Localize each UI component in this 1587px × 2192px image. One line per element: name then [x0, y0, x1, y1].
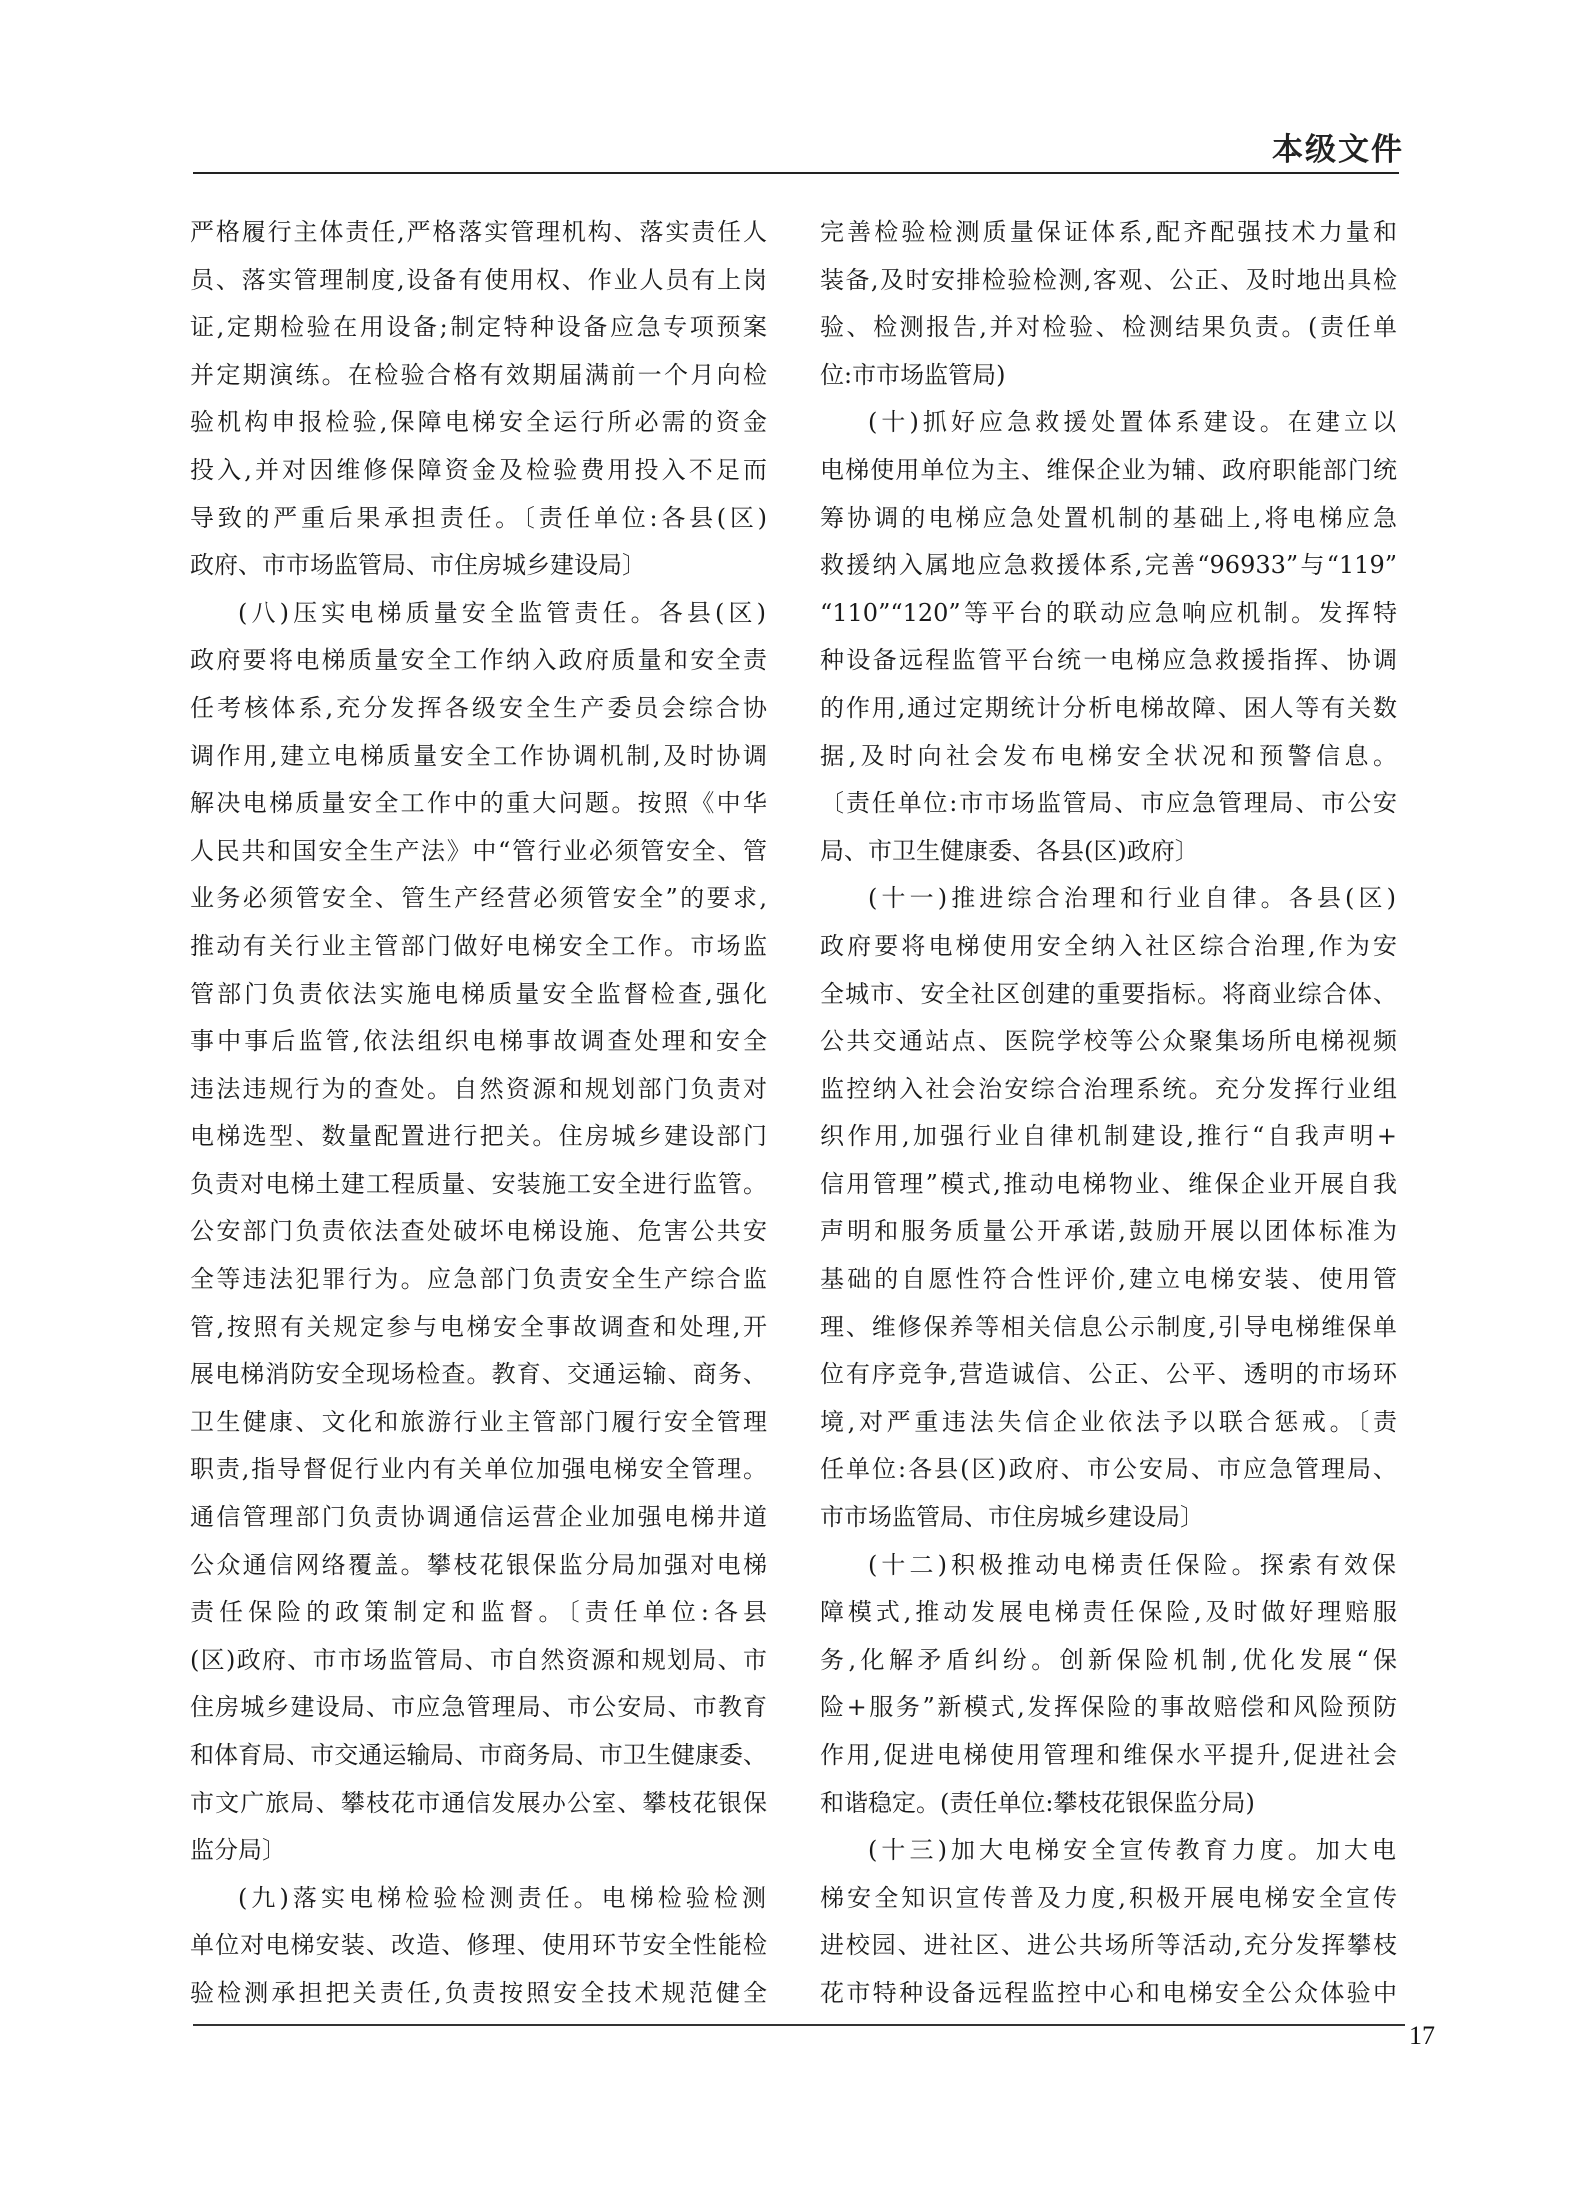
text-line: 单位对电梯安装、改造、修理、使用环节安全性能检	[190, 1931, 767, 1960]
text-line: 调作用,建立电梯质量安全工作协调机制,及时协调	[190, 741, 767, 770]
text-line: 救援纳入属地应急救援体系,完善“96933”与“119”	[820, 551, 1397, 580]
text-line: 卫生健康、文化和旅游行业主管部门履行安全管理	[190, 1407, 767, 1436]
section-heading-line: (十)抓好应急救援处置体系建设。在建立以	[868, 408, 1397, 437]
text-line: 责任保险的政策制定和监督。〔责任单位:各县	[190, 1598, 767, 1627]
section-heading-line: (十二)积极推动电梯责任保险。探索有效保	[868, 1550, 1397, 1579]
text-line: 人民共和国安全生产法》中“管行业必须管安全、管	[190, 836, 767, 865]
header-rule	[193, 172, 1399, 174]
text-line: 业务必须管安全、管生产经营必须管安全”的要求,	[190, 884, 767, 913]
text-line: 声明和服务质量公开承诺,鼓励开展以团体标准为	[820, 1217, 1397, 1246]
text-line: 并定期演练。在检验合格有效期届满前一个月向检	[190, 360, 767, 389]
text-line: 政府、市市场监管局、市住房城乡建设局〕	[190, 551, 646, 580]
text-line: 政府要将电梯使用安全纳入社区综合治理,作为安	[820, 931, 1397, 960]
text-line: 完善检验检测质量保证体系,配齐配强技术力量和	[820, 218, 1397, 246]
text-line: 梯安全知识宣传普及力度,积极开展电梯安全宣传	[820, 1883, 1397, 1912]
text-column-left	[190, 209, 767, 2018]
text-line: 筹协调的电梯应急处置机制的基础上,将电梯应急	[820, 503, 1397, 532]
text-line: 作用,促进电梯使用管理和维保水平提升,促进社会	[820, 1741, 1397, 1769]
text-line: 理、维修保养等相关信息公示制度,引导电梯维保单	[820, 1312, 1397, 1341]
text-line: 验、检测报告,并对检验、检测结果负责。(责任单	[820, 313, 1397, 342]
text-line: 公众通信网络覆盖。攀枝花银保监分局加强对电梯	[190, 1550, 767, 1579]
text-line: 职责,指导督促行业内有关单位加强电梯安全管理。	[190, 1455, 767, 1484]
text-line: 管部门负责依法实施电梯质量安全监督检查,强化	[190, 979, 767, 1008]
text-line: 监分局〕	[190, 1836, 286, 1865]
text-line: 负责对电梯土建工程质量、安装施工安全进行监管。	[190, 1169, 767, 1198]
text-line: 严格履行主体责任,严格落实管理机构、落实责任人	[190, 218, 767, 246]
text-line: (区)政府、市市场监管局、市自然资源和规划局、市	[190, 1645, 767, 1674]
text-line: 通信管理部门负责协调通信运营企业加强电梯井道	[190, 1503, 767, 1532]
text-line: 全等违法犯罪行为。应急部门负责安全生产综合监	[190, 1265, 767, 1294]
section-heading-line: (十一)推进综合治理和行业自律。各县(区)	[868, 884, 1397, 913]
text-line: “110”“120”等平台的联动应急响应机制。发挥特	[820, 598, 1397, 627]
text-line: 全城市、安全社区创建的重要指标。将商业综合体、	[820, 979, 1397, 1008]
text-line: 市市场监管局、市住房城乡建设局〕	[820, 1503, 1204, 1532]
page-number: 17	[1409, 2021, 1435, 2050]
text-line: 违法违规行为的查处。自然资源和规划部门负责对	[190, 1074, 767, 1103]
text-line: 公安部门负责依法查处破坏电梯设施、危害公共安	[190, 1217, 767, 1246]
text-line: 花市特种设备远程监控中心和电梯安全公众体验中	[820, 1978, 1397, 2007]
text-line: 事中事后监管,依法组织电梯事故调查处理和安全	[190, 1027, 767, 1056]
section-heading-line: (十三)加大电梯安全宣传教育力度。加大电	[868, 1836, 1397, 1865]
text-line: 和谐稳定。(责任单位:攀枝花银保监分局)	[820, 1788, 1255, 1817]
text-line: 管,按照有关规定参与电梯安全事故调查和处理,开	[190, 1312, 767, 1341]
text-line: 装备,及时安排检验检测,客观、公正、及时地出具检	[820, 265, 1397, 294]
text-line: 导致的严重后果承担责任。〔责任单位:各县(区)	[190, 503, 767, 532]
section-header-title: 本级文件	[1272, 132, 1404, 168]
section-heading-line: (九)落实电梯检验检测责任。电梯检验检测	[238, 1883, 767, 1912]
text-line: 的作用,通过定期统计分析电梯故障、困人等有关数	[820, 693, 1397, 722]
section-heading-line: (八)压实电梯质量安全监管责任。各县(区)	[238, 598, 767, 627]
text-line: 据,及时向社会发布电梯安全状况和预警信息。	[820, 741, 1397, 770]
text-line: 证,定期检验在用设备;制定特种设备应急专项预案	[190, 313, 767, 342]
text-line: 投入,并对因维修保障资金及检验费用投入不足而	[190, 455, 767, 484]
text-line: 和体育局、市交通运输局、市商务局、市卫生健康委、	[190, 1741, 767, 1769]
text-line: 任考核体系,充分发挥各级安全生产委员会综合协	[190, 693, 767, 722]
text-line: 进校园、进社区、进公共场所等活动,充分发挥攀枝	[820, 1931, 1397, 1960]
text-line: 务,化解矛盾纠纷。创新保险机制,优化发展“保	[820, 1645, 1397, 1674]
text-line: 基础的自愿性符合性评价,建立电梯安装、使用管	[820, 1265, 1397, 1294]
text-line: 验机构申报检验,保障电梯安全运行所必需的资金	[190, 408, 767, 437]
text-line: 种设备远程监管平台统一电梯应急救援指挥、协调	[820, 646, 1397, 675]
text-line: 信用管理”模式,推动电梯物业、维保企业开展自我	[820, 1169, 1397, 1198]
text-line: 住房城乡建设局、市应急管理局、市公安局、市教育	[190, 1693, 767, 1722]
text-line: 织作用,加强行业自律机制建设,推行“自我声明+	[820, 1122, 1397, 1151]
text-line: 局、市卫生健康委、各县(区)政府〕	[820, 836, 1199, 865]
text-line: 障模式,推动发展电梯责任保险,及时做好理赔服	[820, 1598, 1397, 1627]
text-line: 任单位:各县(区)政府、市公安局、市应急管理局、	[820, 1455, 1397, 1484]
text-line: 位:市市场监管局)	[820, 360, 1006, 389]
text-line: 监控纳入社会治安综合治理系统。充分发挥行业组	[820, 1074, 1397, 1103]
footer-rule	[193, 2024, 1405, 2026]
text-line: 推动有关行业主管部门做好电梯安全工作。市场监	[190, 931, 767, 960]
text-line: 政府要将电梯质量安全工作纳入政府质量和安全责	[190, 646, 767, 675]
text-line: 电梯使用单位为主、维保企业为辅、政府职能部门统	[820, 455, 1397, 484]
text-line: 〔责任单位:市市场监管局、市应急管理局、市公安	[820, 789, 1397, 818]
text-line: 险+服务”新模式,发挥保险的事故赔偿和风险预防	[820, 1693, 1397, 1722]
text-line: 市文广旅局、攀枝花市通信发展办公室、攀枝花银保	[190, 1788, 767, 1817]
text-line: 境,对严重违法失信企业依法予以联合惩戒。〔责	[820, 1407, 1397, 1436]
text-line: 验检测承担把关责任,负责按照安全技术规范健全	[190, 1978, 767, 2007]
text-column-right	[820, 209, 1397, 2018]
text-line: 员、落实管理制度,设备有使用权、作业人员有上岗	[190, 265, 767, 294]
text-line: 公共交通站点、医院学校等公众聚集场所电梯视频	[820, 1027, 1397, 1056]
text-line: 位有序竞争,营造诚信、公正、公平、透明的市场环	[820, 1360, 1397, 1389]
text-line: 展电梯消防安全现场检查。教育、交通运输、商务、	[190, 1360, 767, 1389]
text-line: 电梯选型、数量配置进行把关。住房城乡建设部门	[190, 1122, 767, 1151]
text-line: 解决电梯质量安全工作中的重大问题。按照《中华	[190, 789, 767, 818]
